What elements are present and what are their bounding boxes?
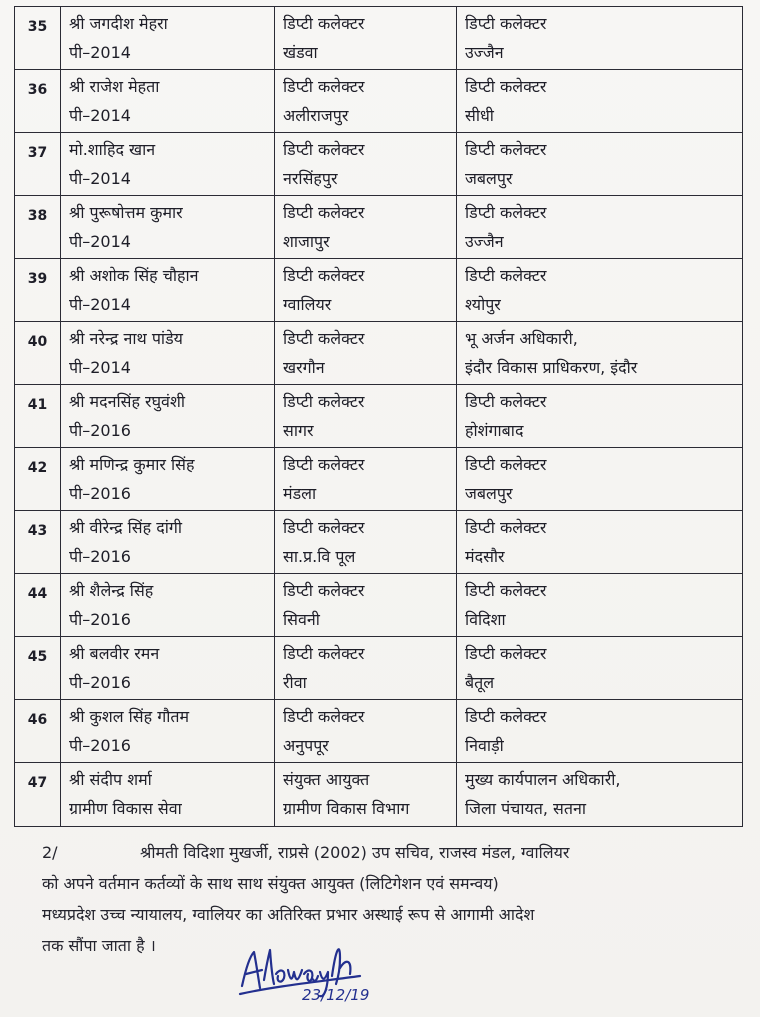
- table-row: [15, 700, 743, 763]
- current-posting-cell: [275, 385, 457, 448]
- serial-number: 36: [15, 70, 61, 133]
- officer-name: श्री अशोक सिंह चौहान: [69, 266, 199, 285]
- officer-cell: [61, 259, 275, 322]
- current-post: संयुक्त आयुक्त: [283, 770, 370, 789]
- current-place: रीवा: [283, 673, 307, 692]
- current-posting-cell: [275, 7, 457, 70]
- signature-date: 23/12/19: [302, 986, 370, 1004]
- current-place: नरसिंहपुर: [283, 169, 338, 188]
- current-posting-cell: [275, 637, 457, 700]
- officer-cell: [61, 7, 275, 70]
- new-post: डिप्टी कलेक्टर: [465, 392, 547, 411]
- current-posting-cell: [275, 322, 457, 385]
- paragraph-line-4: तक सौंपा जाता है ।: [42, 936, 156, 955]
- officer-batch: पी–2014: [69, 358, 131, 377]
- new-place: उज्जैन: [465, 232, 504, 251]
- new-posting-cell: [457, 763, 743, 827]
- serial-number: 38: [15, 196, 61, 259]
- table-row: [15, 511, 743, 574]
- officer-cell: [61, 574, 275, 637]
- current-place: ग्वालियर: [283, 295, 332, 314]
- officer-cell: [61, 196, 275, 259]
- new-place: उज्जैन: [465, 43, 504, 62]
- officer-batch: पी–2014: [69, 169, 131, 188]
- new-posting-cell: [457, 385, 743, 448]
- new-posting-cell: [457, 196, 743, 259]
- new-posting-cell: [457, 574, 743, 637]
- current-posting-cell: [275, 133, 457, 196]
- current-posting-cell: [275, 259, 457, 322]
- serial-number: 39: [15, 259, 61, 322]
- officer-name: मो.शाहिद खान: [69, 140, 156, 159]
- officer-batch: पी–2014: [69, 295, 131, 314]
- current-place: सागर: [283, 421, 314, 440]
- officer-cell: [61, 322, 275, 385]
- current-place: मंडला: [283, 484, 317, 503]
- paragraph-line-1: श्रीमती विदिशा मुखर्जी, राप्रसे (2002) उप सचिव, राजस्व मंडल, ग्वालियर: [140, 843, 570, 862]
- current-place: सिवनी: [283, 610, 320, 629]
- current-post: डिप्टी कलेक्टर: [283, 581, 365, 600]
- table-row: [15, 637, 743, 700]
- current-place: शाजापुर: [283, 232, 330, 251]
- serial-number: 45: [15, 637, 61, 700]
- serial-number: 40: [15, 322, 61, 385]
- current-post: डिप्टी कलेक्टर: [283, 266, 365, 285]
- current-post: डिप्टी कलेक्टर: [283, 518, 365, 537]
- new-posting-cell: [457, 700, 743, 763]
- officer-batch: पी–2016: [69, 736, 131, 755]
- current-posting-cell: [275, 763, 457, 827]
- officer-cell: [61, 700, 275, 763]
- new-posting-cell: [457, 322, 743, 385]
- officer-cell: [61, 448, 275, 511]
- officer-batch: पी–2014: [69, 232, 131, 251]
- new-place: श्योपुर: [465, 295, 501, 314]
- officer-cell: [61, 385, 275, 448]
- officer-name: श्री पुरूषोत्तम कुमार: [69, 203, 183, 222]
- officer-batch: पी–2016: [69, 610, 131, 629]
- new-posting-cell: [457, 133, 743, 196]
- current-posting-cell: [275, 70, 457, 133]
- officer-batch: पी–2014: [69, 43, 131, 62]
- officer-name: श्री जगदीश मेहरा: [69, 14, 168, 33]
- current-posting-cell: [275, 574, 457, 637]
- new-post: डिप्टी कलेक्टर: [465, 266, 547, 285]
- officer-name: श्री बलवीर रमन: [69, 644, 160, 663]
- serial-number: 37: [15, 133, 61, 196]
- table-row: [15, 196, 743, 259]
- officer-batch: पी–2016: [69, 421, 131, 440]
- current-post: डिप्टी कलेक्टर: [283, 14, 365, 33]
- new-posting-cell: [457, 70, 743, 133]
- table-row: [15, 448, 743, 511]
- paragraph-line-3: मध्यप्रदेश उच्च न्यायालय, ग्वालियर का अतिरिक्त प्रभार अस्थाई रूप से आगामी आदेश: [42, 905, 535, 924]
- officer-name: श्री कुशल सिंह गौतम: [69, 707, 190, 726]
- serial-number: 42: [15, 448, 61, 511]
- new-posting-cell: [457, 511, 743, 574]
- table-row: [15, 259, 743, 322]
- serial-number: 43: [15, 511, 61, 574]
- current-place: खंडवा: [283, 43, 318, 62]
- new-place: मंदसौर: [465, 547, 505, 566]
- table-row: [15, 385, 743, 448]
- table-row: [15, 763, 743, 827]
- serial-number: 47: [15, 763, 61, 827]
- current-posting-cell: [275, 511, 457, 574]
- new-post: डिप्टी कलेक्टर: [465, 455, 547, 474]
- new-post: डिप्टी कलेक्टर: [465, 14, 547, 33]
- officer-name: श्री संदीप शर्मा: [69, 770, 152, 789]
- current-posting-cell: [275, 196, 457, 259]
- new-post: डिप्टी कलेक्टर: [465, 518, 547, 537]
- officer-batch: ग्रामीण विकास सेवा: [69, 799, 182, 818]
- officer-cell: [61, 70, 275, 133]
- current-posting-cell: [275, 700, 457, 763]
- new-posting-cell: [457, 448, 743, 511]
- serial-number: 46: [15, 700, 61, 763]
- new-place: विदिशा: [465, 610, 506, 629]
- officer-name: श्री राजेश मेहता: [69, 77, 160, 96]
- current-post: डिप्टी कलेक्टर: [283, 392, 365, 411]
- table-row: [15, 70, 743, 133]
- new-posting-cell: [457, 637, 743, 700]
- current-place: सा.प्र.वि पूल: [283, 547, 356, 566]
- officer-cell: [61, 763, 275, 827]
- current-place: खरगौन: [283, 358, 325, 377]
- officer-batch: पी–2016: [69, 484, 131, 503]
- table-row: [15, 133, 743, 196]
- new-post: मुख्य कार्यपालन अधिकारी,: [465, 770, 621, 789]
- current-post: डिप्टी कलेक्टर: [283, 644, 365, 663]
- table-row: [15, 574, 743, 637]
- new-post: डिप्टी कलेक्टर: [465, 581, 547, 600]
- officer-cell: [61, 511, 275, 574]
- current-place: अनुपपूर: [283, 736, 329, 755]
- current-post: डिप्टी कलेक्टर: [283, 707, 365, 726]
- new-place: सीधी: [465, 106, 494, 125]
- new-place: इंदौर विकास प्राधिकरण, इंदौर: [465, 358, 638, 377]
- officer-cell: [61, 133, 275, 196]
- officer-name: श्री शैलेन्द्र सिंह: [69, 581, 154, 600]
- current-place: ग्रामीण विकास विभाग: [283, 799, 410, 818]
- new-place: जबलपुर: [465, 484, 513, 503]
- officer-name: श्री वीरेन्द्र सिंह दांगी: [69, 518, 183, 537]
- officer-name: श्री मदनसिंह रघुवंशी: [69, 392, 185, 411]
- current-place: अलीराजपुर: [283, 106, 349, 125]
- new-place: बैतूल: [465, 673, 495, 692]
- current-post: डिप्टी कलेक्टर: [283, 455, 365, 474]
- new-posting-cell: [457, 259, 743, 322]
- new-post: डिप्टी कलेक्टर: [465, 707, 547, 726]
- new-place: जिला पंचायत, सतना: [465, 799, 587, 818]
- transfer-table: [14, 6, 743, 827]
- officer-cell: [61, 637, 275, 700]
- table-row: [15, 7, 743, 70]
- paragraph-number: 2/: [42, 843, 58, 862]
- new-place: होशंगाबाद: [465, 421, 524, 440]
- current-post: डिप्टी कलेक्टर: [283, 77, 365, 96]
- officer-batch: पी–2016: [69, 547, 131, 566]
- new-post: डिप्टी कलेक्टर: [465, 140, 547, 159]
- transfer-table-body: [15, 7, 743, 827]
- serial-number: 44: [15, 574, 61, 637]
- officer-name: श्री नरेन्द्र नाथ पांडेय: [69, 329, 183, 348]
- new-post: डिप्टी कलेक्टर: [465, 644, 547, 663]
- current-posting-cell: [275, 448, 457, 511]
- new-post: भू अर्जन अधिकारी,: [465, 329, 578, 348]
- paragraph-line-2: को अपने वर्तमान कर्तव्यों के साथ साथ संयुक्त आयुक्त (लिटिगेशन एवं समन्वय): [42, 874, 499, 893]
- serial-number: 41: [15, 385, 61, 448]
- new-post: डिप्टी कलेक्टर: [465, 77, 547, 96]
- officer-name: श्री मणिन्द्र कुमार सिंह: [69, 455, 195, 474]
- officer-batch: पी–2016: [69, 673, 131, 692]
- new-posting-cell: [457, 7, 743, 70]
- officer-batch: पी–2014: [69, 106, 131, 125]
- handwritten-signature: [236, 928, 386, 1008]
- current-post: डिप्टी कलेक्टर: [283, 329, 365, 348]
- new-place: निवाड़ी: [465, 736, 504, 755]
- current-post: डिप्टी कलेक्टर: [283, 140, 365, 159]
- serial-number: 35: [15, 7, 61, 70]
- new-post: डिप्टी कलेक्टर: [465, 203, 547, 222]
- table-row: [15, 322, 743, 385]
- current-post: डिप्टी कलेक्टर: [283, 203, 365, 222]
- new-place: जबलपुर: [465, 169, 513, 188]
